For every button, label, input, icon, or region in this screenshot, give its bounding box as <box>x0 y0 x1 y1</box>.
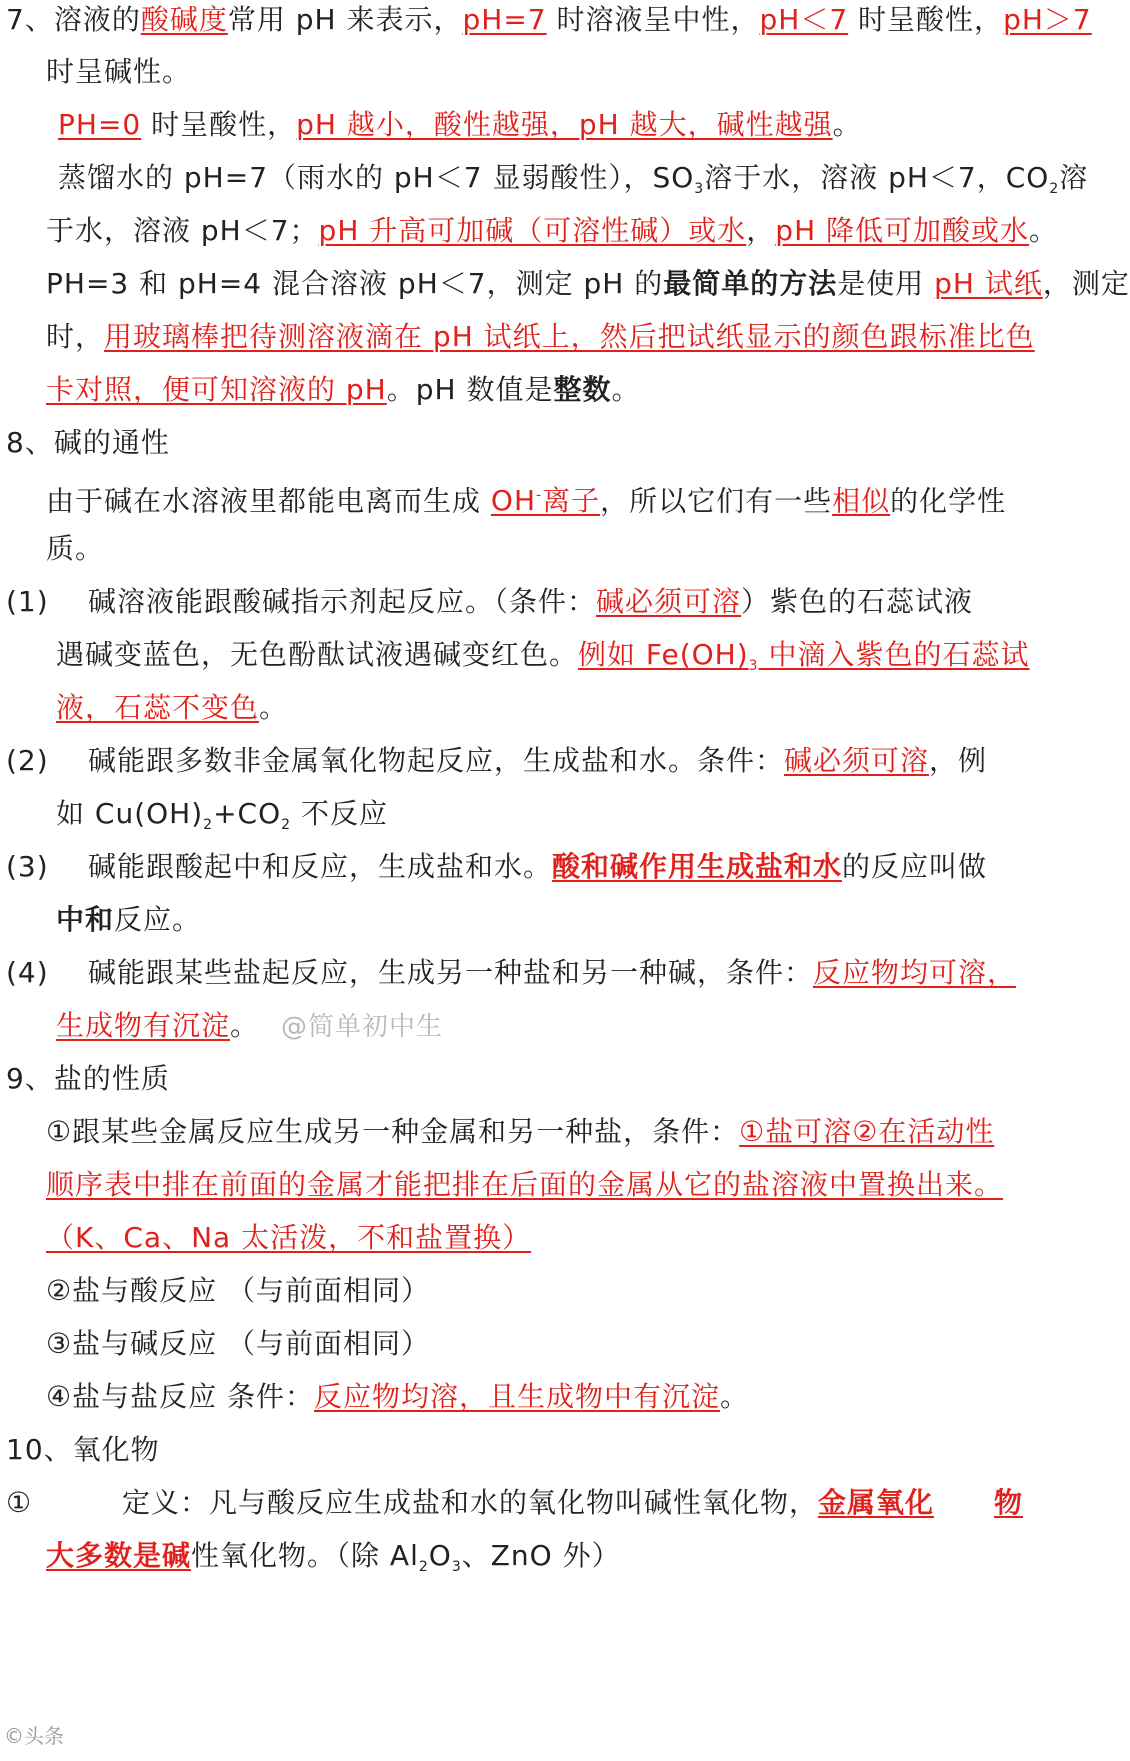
text: 碱能跟酸起中和反应，生成盐和水。 <box>88 850 553 883</box>
keyword: pH 升高可加碱（可溶性碱）或水 <box>318 214 747 247</box>
s8-line-2: 质。 <box>46 532 105 565</box>
keyword: pH 试纸 <box>934 267 1043 300</box>
s9-line-3 <box>46 1218 531 1258</box>
s9-line-4: ②盐与酸反应 （与前面相同） <box>46 1274 431 1307</box>
text: 时溶液呈中性， <box>546 3 760 36</box>
text: PH=3 和 pH=4 混合溶液 pH＜7，测定 pH 的 <box>46 267 664 300</box>
subscript: 2 <box>281 817 292 833</box>
superscript: - <box>536 488 543 504</box>
subscript: 2 <box>203 817 214 833</box>
text: ， <box>746 214 776 247</box>
text: 7、溶液的 <box>6 3 141 36</box>
s8-item-4a <box>6 953 1016 993</box>
s9-line-2 <box>46 1165 1003 1205</box>
keyword: 碱必须可溶 <box>596 585 742 618</box>
keyword-ph-gt7: pH＞7 <box>1003 3 1092 36</box>
text: 溶 <box>1059 161 1089 194</box>
s9-line-5: ③盐与碱反应 （与前面相同） <box>46 1327 431 1360</box>
watermark-corner: ©头条 <box>4 1724 64 1748</box>
s8-item-1c <box>56 688 288 728</box>
keyword-oh-ion <box>491 484 600 517</box>
text: 蒸馏水的 pH=7（雨水的 pH＜7 显弱酸性），SO <box>58 161 695 194</box>
keyword-acidity: 酸碱度 <box>140 3 228 36</box>
s9-line-1 <box>46 1112 994 1152</box>
text: 。 <box>832 108 862 141</box>
text: 。 <box>259 691 289 724</box>
item-number: (1) <box>6 585 49 618</box>
keyword: ①盐可溶②在活动性 <box>739 1115 995 1148</box>
s7-line-4 <box>58 158 1088 209</box>
s10-title: 10、氧化物 <box>6 1433 160 1466</box>
subscript: 2 <box>1049 181 1060 197</box>
text: 是使用 <box>837 267 935 300</box>
s8-item-3b <box>56 900 201 940</box>
keyword: 物 <box>994 1486 1024 1519</box>
item-number: ① <box>6 1486 33 1519</box>
keyword: 反应物均溶，且生成物中有沉淀 <box>314 1380 721 1413</box>
bold-text: 整数 <box>553 373 612 406</box>
text: +CO <box>213 797 282 830</box>
keyword: 顺序表中排在前面的金属才能把排在后面的金属从它的盐溶液中置换出来。 <box>46 1168 1004 1201</box>
text: 不反应 <box>291 797 388 830</box>
s8-item-2a <box>6 741 987 781</box>
text: ）紫色的石蕊试液 <box>741 585 974 618</box>
text: ，例 <box>929 744 988 777</box>
keyword: 卡对照，便可知溶液的 pH <box>46 373 387 406</box>
keyword: 生成物有沉淀 <box>56 1009 231 1042</box>
text: 时呈酸性， <box>141 108 297 141</box>
keyword: 金属氧化 <box>818 1486 935 1519</box>
s10-line-1 <box>6 1483 1023 1523</box>
s8-title: 8、碱的通性 <box>6 426 170 459</box>
text: ，测定 <box>1042 267 1130 300</box>
subscript: 3 <box>451 1559 462 1575</box>
keyword <box>578 638 1030 674</box>
text: 例如 Fe(OH) <box>578 638 749 671</box>
text: 的反应叫做 <box>842 850 988 883</box>
text: 。 <box>1029 214 1059 247</box>
text: 。pH 数值是 <box>386 373 554 406</box>
keyword: pH 越小，酸性越强，pH 越大，碱性越强 <box>296 108 833 141</box>
text: 。 <box>611 373 641 406</box>
keyword: 用玻璃棒把待测溶液滴在 pH 试纸上，然后把试纸显示的颜色跟标准比色 <box>104 320 1035 353</box>
text: 中滴入紫色的石蕊试 <box>758 638 1030 671</box>
subscript: 2 <box>418 1559 429 1575</box>
s7-line-5 <box>46 211 1058 251</box>
s8-line-1 <box>46 476 1006 521</box>
text: ④盐与盐反应 条件： <box>46 1380 315 1413</box>
text: 的化学性 <box>890 484 1007 518</box>
keyword: 相似 <box>832 484 891 518</box>
s8-item-1b <box>56 635 1030 686</box>
s7-line-1 <box>6 0 1092 40</box>
keyword-ph-lt7: pH＜7 <box>759 3 849 36</box>
text: 时呈酸性， <box>848 3 1004 36</box>
text: 碱溶液能跟酸碱指示剂起反应。（条件： <box>88 585 597 618</box>
s9-title: 9、盐的性质 <box>6 1062 170 1095</box>
subscript: 3 <box>748 658 759 674</box>
item-number: (3) <box>6 850 49 883</box>
item-number: (4) <box>6 956 49 989</box>
s10-line-2 <box>46 1536 621 1587</box>
text: 碱能跟某些盐起反应，生成另一种盐和另一种碱，条件： <box>88 956 814 989</box>
watermark: @简单初中生 <box>281 1012 444 1042</box>
keyword: 酸和碱作用生成盐和水 <box>552 850 843 883</box>
s9-line-6 <box>46 1377 749 1417</box>
text: 时， <box>46 320 105 353</box>
text: 离子 <box>542 484 601 518</box>
keyword: 液，石蕊不变色 <box>56 691 260 724</box>
keyword: 碱必须可溶 <box>784 744 930 777</box>
text: 、ZnO 外） <box>461 1539 621 1572</box>
text: 于水，溶液 pH＜7； <box>46 214 319 247</box>
s8-item-2b <box>56 794 388 845</box>
s7-line-7 <box>46 317 1035 357</box>
text: 性氧化物。（除 Al <box>191 1539 419 1572</box>
text: 遇碱变蓝色，无色酚酞试液遇碱变红色。 <box>56 638 579 671</box>
text: ①跟某些金属反应生成另一种金属和另一种盐，条件： <box>46 1115 740 1148</box>
bold-text: 中和 <box>56 903 115 936</box>
keyword: 大多数是碱 <box>46 1539 192 1572</box>
text: O <box>428 1539 452 1572</box>
text: 。 <box>720 1380 750 1413</box>
text: 溶于水，溶液 pH＜7，CO <box>704 161 1050 194</box>
keyword: 反应物均可溶， <box>813 956 1017 989</box>
s7-line-8 <box>46 370 641 410</box>
s8-item-1a <box>6 582 973 622</box>
text: 反应。 <box>114 903 202 936</box>
s7-line-2: 时呈碱性。 <box>46 55 192 88</box>
subscript: 3 <box>694 181 705 197</box>
keyword: （K、Ca、Na 太活泼，不和盐置换） <box>46 1221 532 1254</box>
s7-line-6 <box>46 264 1130 304</box>
keyword: PH=0 <box>58 108 142 141</box>
keyword: pH 降低可加酸或水 <box>775 214 1030 247</box>
text: 常用 pH 来表示， <box>227 3 463 36</box>
text: 定义：凡与酸反应生成盐和水的氧化物叫碱性氧化物， <box>122 1486 819 1519</box>
text: OH <box>490 484 536 518</box>
text: 由于碱在水溶液里都能电离而生成 <box>46 484 491 518</box>
text: ，所以它们有一些 <box>600 484 833 518</box>
s8-item-4b <box>56 1006 443 1047</box>
s8-item-3a <box>6 847 987 887</box>
keyword-ph7: pH=7 <box>462 3 547 36</box>
bold-text: 最简单的方法 <box>663 267 838 300</box>
item-number: (2) <box>6 744 49 777</box>
text: 如 Cu(OH) <box>56 797 204 830</box>
s7-line-3 <box>58 105 862 145</box>
text: 。 <box>230 1009 260 1042</box>
text: 碱能跟多数非金属氧化物起反应，生成盐和水。条件： <box>88 744 785 777</box>
